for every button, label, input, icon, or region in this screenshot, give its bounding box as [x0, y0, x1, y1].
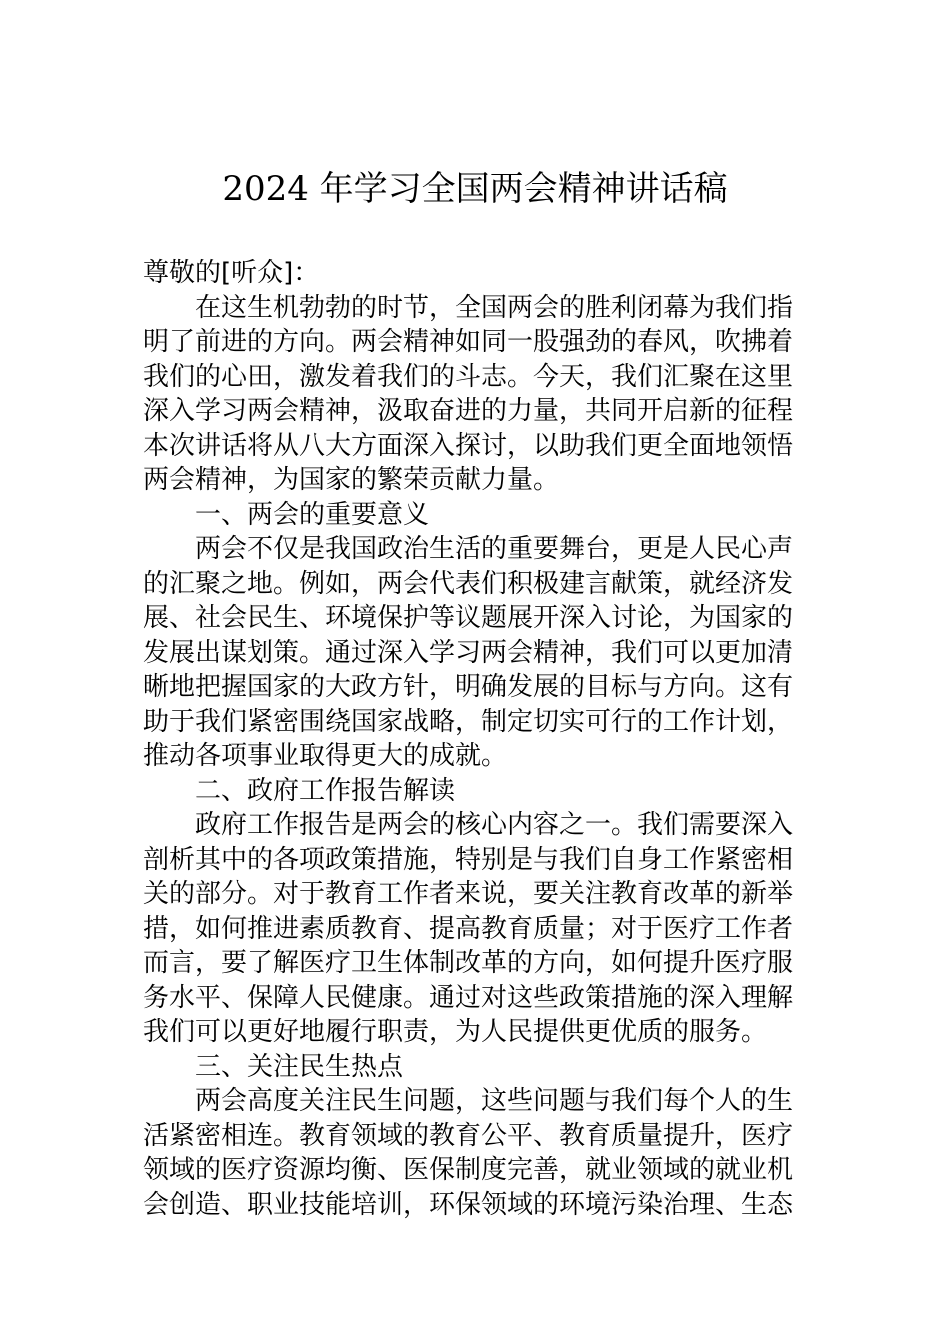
- body-line: 领域的医疗资源均衡、医保制度完善，就业领域的就业机: [143, 1155, 794, 1185]
- body-line: 措，如何推进素质教育、提高教育质量；对于医疗工作者: [143, 913, 794, 944]
- body-line: 一、两会的重要意义: [195, 499, 430, 530]
- body-line: 会创造、职业技能培训，环保领域的环境污染治理、生态: [143, 1189, 794, 1220]
- body-line: 的汇聚之地。例如，两会代表们积极建言献策，就经济发: [143, 568, 794, 599]
- body-line: 推动各项事业取得更大的成就。: [143, 741, 508, 771]
- body-line: 我们可以更好地履行职责，为人民提供更优质的服务。: [143, 1017, 768, 1047]
- body-line: 两会不仅是我国政治生活的重要舞台，更是人民心声: [195, 534, 794, 564]
- body-line: 活紧密相连。教育领域的教育公平、教育质量提升，医疗: [143, 1120, 794, 1151]
- body-line: 而言，要了解医疗卫生体制改革的方向，如何提升医疗服: [143, 948, 794, 978]
- document-title: 2024 年学习全国两会精神讲话稿: [222, 169, 728, 209]
- greeting-line: 尊敬的[听众]：: [143, 258, 320, 288]
- body-line: 政府工作报告是两会的核心内容之一。我们需要深入: [195, 810, 794, 840]
- body-line: 两会高度关注民生问题，这些问题与我们每个人的生: [195, 1086, 794, 1116]
- body-line: 展、社会民生、环境保护等议题展开深入讨论，为国家的: [143, 603, 794, 633]
- body-line: 剖析其中的各项政策措施，特别是与我们自身工作紧密相: [143, 844, 794, 875]
- body-line: 晰地把握国家的大政方针，明确发展的目标与方向。这有: [143, 672, 794, 702]
- body-line: 二、政府工作报告解读: [195, 775, 456, 806]
- body-line: 关的部分。对于教育工作者来说，要关注教育改革的新举: [143, 879, 794, 909]
- body-line: 我们的心田，激发着我们的斗志。今天，我们汇聚在这里: [143, 361, 794, 392]
- body-line: 在这生机勃勃的时节，全国两会的胜利闭幕为我们指: [195, 292, 794, 323]
- body-line: 发展出谋划策。通过深入学习两会精神，我们可以更加清: [143, 637, 794, 668]
- body-line: 三、关注民生热点: [195, 1051, 404, 1082]
- body-line: 两会精神，为国家的繁荣贡献力量。: [143, 465, 560, 495]
- body-line: 助于我们紧密围绕国家战略，制定切实可行的工作计划，: [143, 706, 794, 737]
- body-line: 明了前进的方向。两会精神如同一股强劲的春风，吹拂着: [143, 327, 794, 357]
- body-line: 深入学习两会精神，汲取奋进的力量，共同开启新的征程: [143, 396, 794, 426]
- document-body: [143, 256, 807, 1222]
- body-line: 务水平、保障人民健康。通过对这些政策措施的深入理解: [143, 982, 794, 1013]
- body-line: 本次讲话将从八大方面深入探讨，以助我们更全面地领悟: [143, 430, 794, 461]
